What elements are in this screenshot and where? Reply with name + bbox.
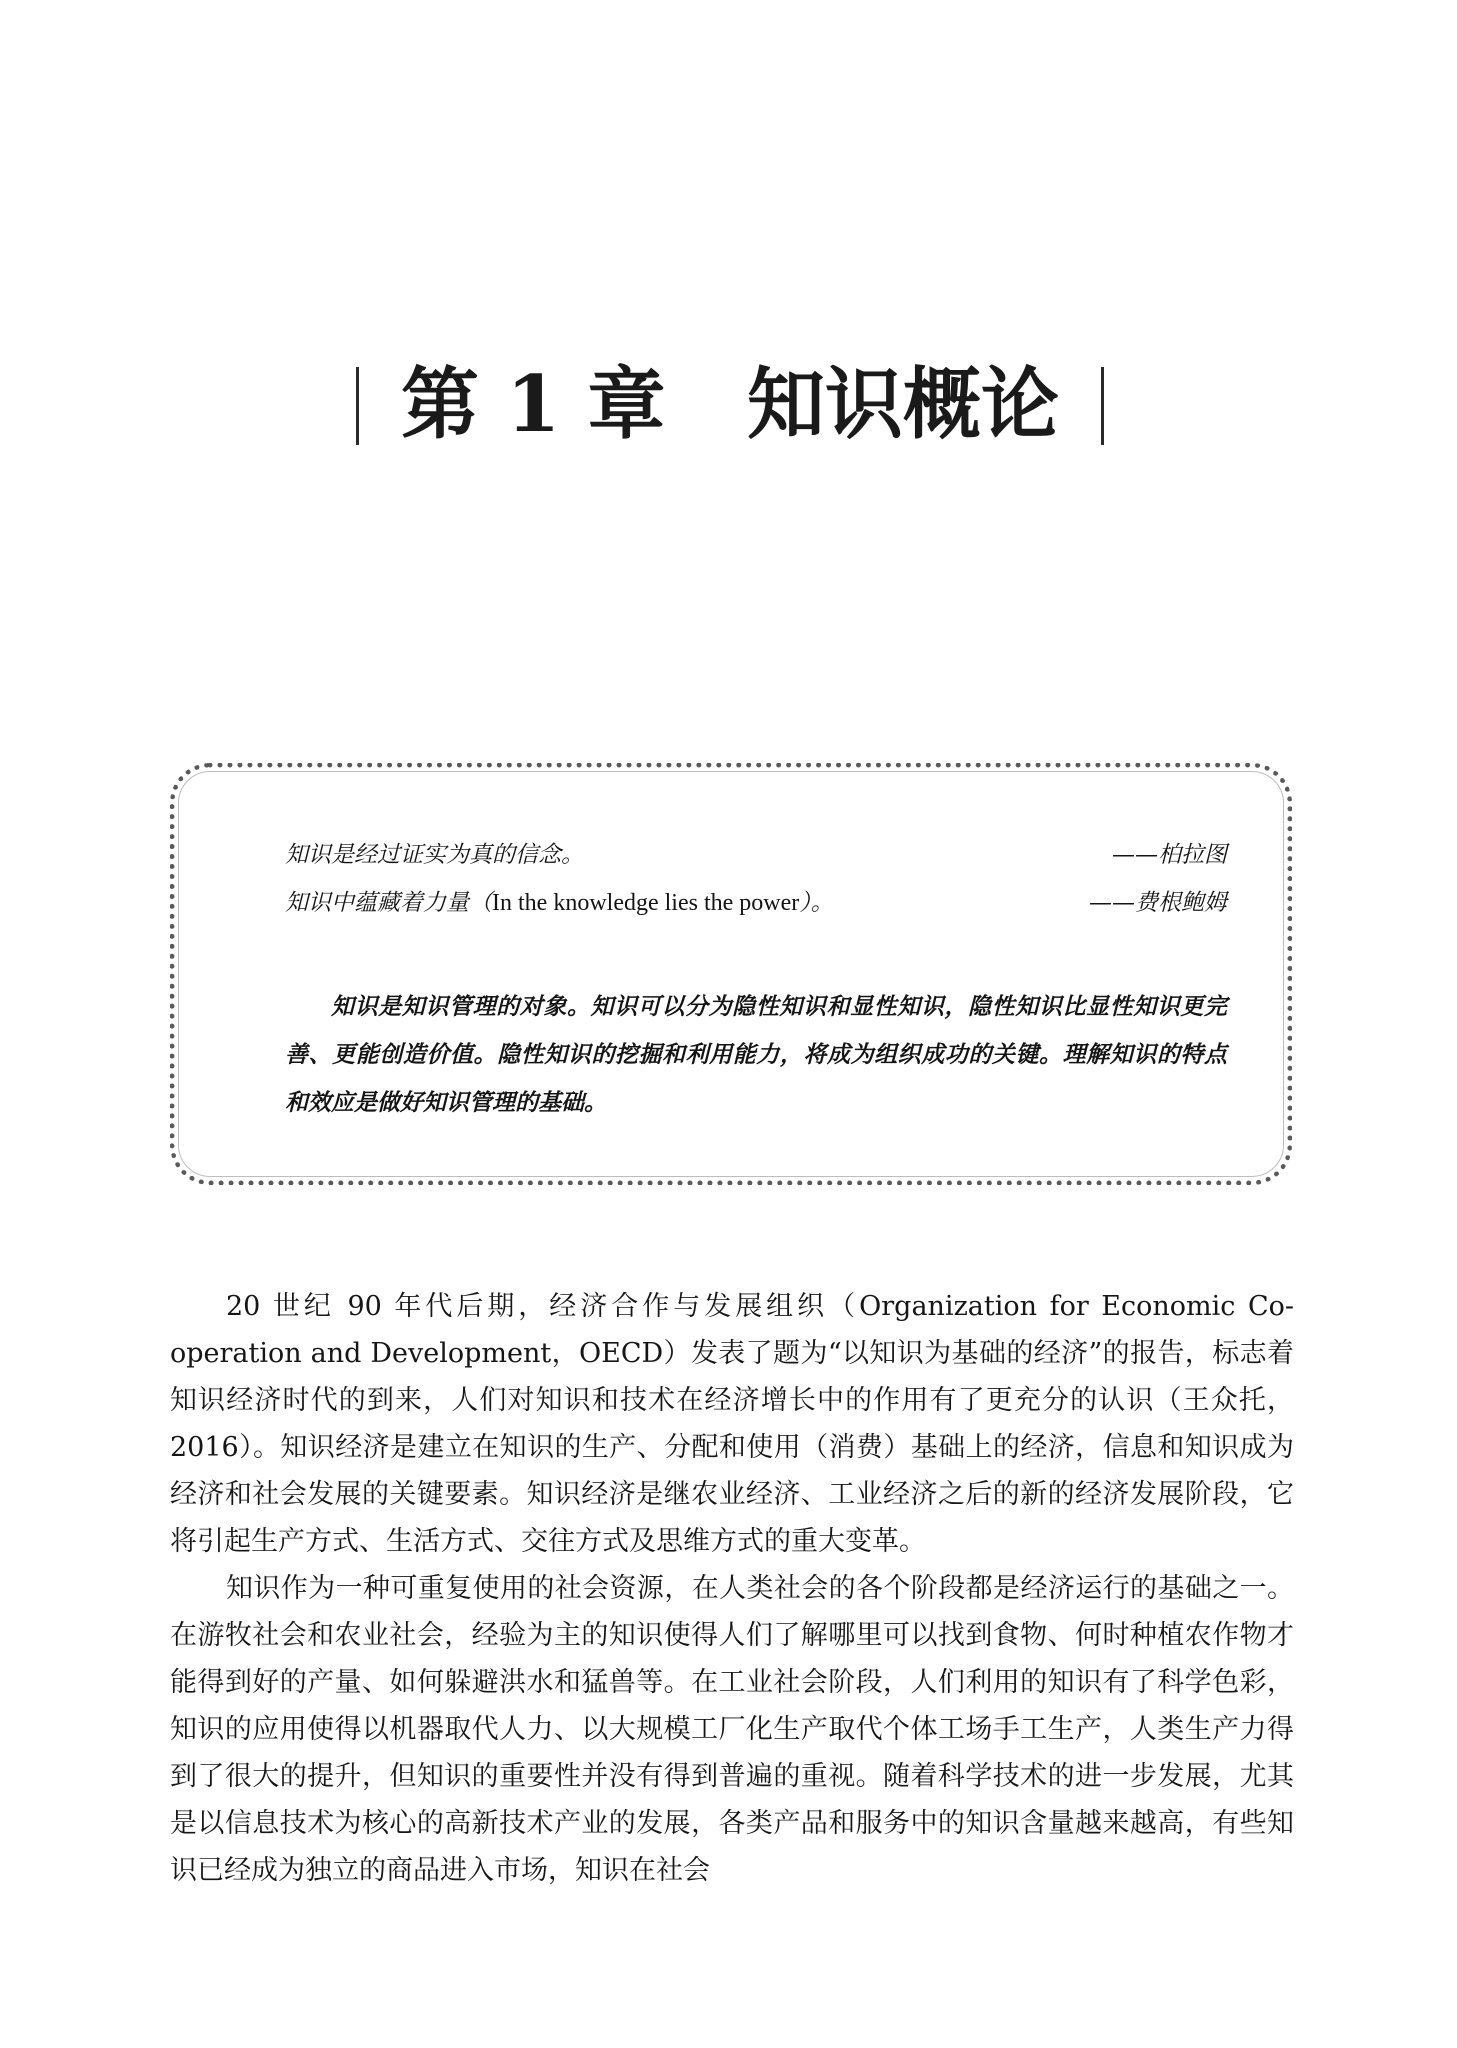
epigraph-quote [285, 886, 1227, 920]
body-text [170, 1283, 1294, 1894]
paragraph: 知识作为一种可重复使用的社会资源，在人类社会的各个阶段都是经济运行的基础之一。在游牧社会和农业社会，经验为主的知识使得人们了解哪里可以找到食物、何时种植农作物才能得到好的产量、如何躲避洪水和猛兽等。在工业社会阶段，人们利用的知识有了科学色彩，知识的应用使得以机器取代人力、以大规模工厂化生产取代个体工场手工生产，人类生产力得到了很大的提升，但知识的重要性并没有得到普遍的重视。随着科学技术的进一步发展，尤其是以信息技术为核心的高新技术产业的发展，各类产品和服务中的知识含量越来越高，有些知识已经成为独立的商品进入市场，知识在社会 [170, 1573, 1294, 1886]
quote-author: ——柏拉图 [1112, 842, 1227, 868]
chapter-title-text: 第 1 章 知识概论 [400, 359, 1060, 450]
epigraph-quote [285, 838, 1227, 872]
chapter-summary: 知识是知识管理的对象。知识可以分为隐性知识和显性知识，隐性知识比显性知识更完善、更能创造价值。隐性知识的挖掘和利用能力，将成为组织成功的关键。理解知识的特点和效应是做好知识管理的基础。 [285, 993, 1227, 1116]
title-right-bar [1101, 367, 1104, 445]
chapter-title [350, 355, 1110, 455]
quote-english: In the knowledge lies the power [492, 890, 800, 916]
quote-text: 知识是经过证实为真的信念。 [285, 842, 584, 868]
quote-text: 知识中蕴藏着力量（In the knowledge lies the power）。 [285, 890, 834, 916]
epigraph-box [170, 763, 1292, 1185]
paragraph: 20 世纪 90 年代后期，经济合作与发展组织（Organization for Economic Co-operation and Development，OECD）发表了题为“以知识为基础的经济”的报告，标志着知识经济时代的到来，人们对知识和技术在经济增长中的作用有了更充分的认识（王众托，2016）。知识经济是建立在知识的生产、分配和使用（消费）基础上的经济，信息和知识成为经济和社会发展的关键要素。知识经济是继农业经济、工业经济之后的新的经济发展阶段，它将引起生产方式、生活方式、交往方式及思维方式的重大变革。 [170, 1291, 1294, 1557]
quote-author: ——费根鲍姆 [1089, 890, 1227, 916]
